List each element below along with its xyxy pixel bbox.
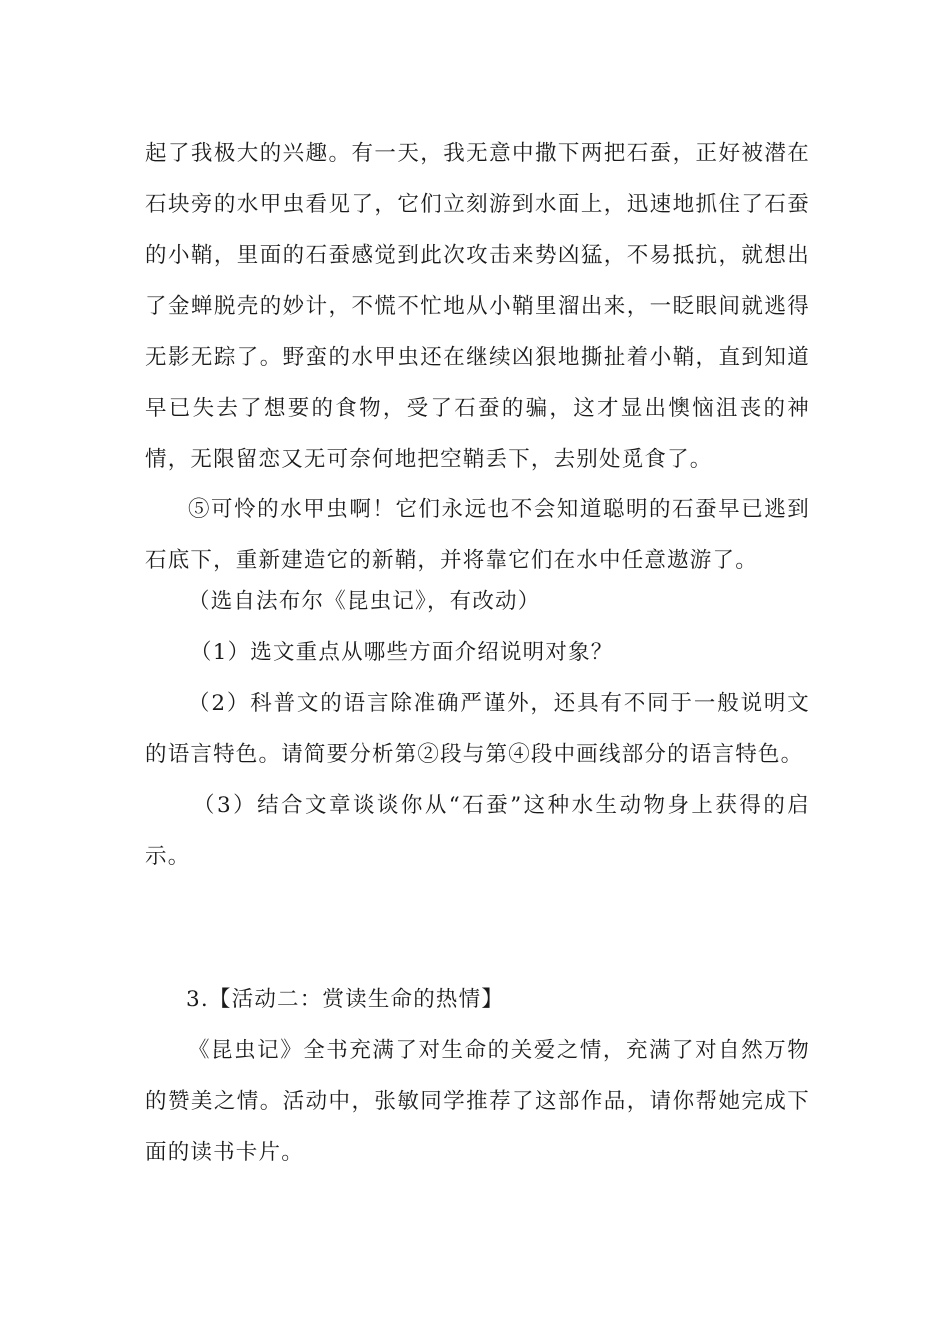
source-citation: （选自法布尔《昆虫记》，有改动）: [188, 589, 541, 614]
question-2: （2）科普文的语言除准确严谨外，还具有不同于一般说明文的语言特色。请简要分析第②段与第④段中画线部分的语言特色。: [145, 691, 810, 767]
section-3-intro-paragraph: 《昆虫记》全书充满了对生命的关爱之情，充满了对自然万物的赞美之情。活动中，张敏同学推荐了这部作品，请你帮她完成下面的读书卡片。: [145, 1038, 810, 1165]
passage-continuation-paragraph: 起了我极大的兴趣。有一天，我无意中撒下两把石蚕，正好被潜在石块旁的水甲虫看见了，它们立刻游到水面上，迅速地抓住了石蚕的小鞘，里面的石蚕感觉到此次攻击来势凶猛，不易抵抗，就想出了金蝉脱壳的妙计，不慌不忙地从小鞘里溜出来，一眨眼间就逃得无影无踪了。野蛮的水甲虫还在继续凶狠地撕扯着小鞘，直到知道早已失去了想要的食物，受了石蚕的骗，这才显出懊恼沮丧的神情，无限留恋又无可奈何地把空鞘丢下，去别处觅食了。: [145, 141, 810, 472]
question-3: （3）结合文章谈谈你从“石蚕”这种水生动物身上获得的启示。: [145, 793, 810, 869]
question-1: （1）选文重点从哪些方面介绍说明对象？: [190, 640, 614, 665]
passage-paragraph-5: ⑤可怜的水甲虫啊！它们永远也不会知道聪明的石蚕早已逃到石底下，重新建造它的新鞘，并将靠它们在水中任意遨游了。: [145, 497, 810, 573]
section-3-heading: 3.【活动二：赏读生命的热情】: [186, 987, 505, 1012]
